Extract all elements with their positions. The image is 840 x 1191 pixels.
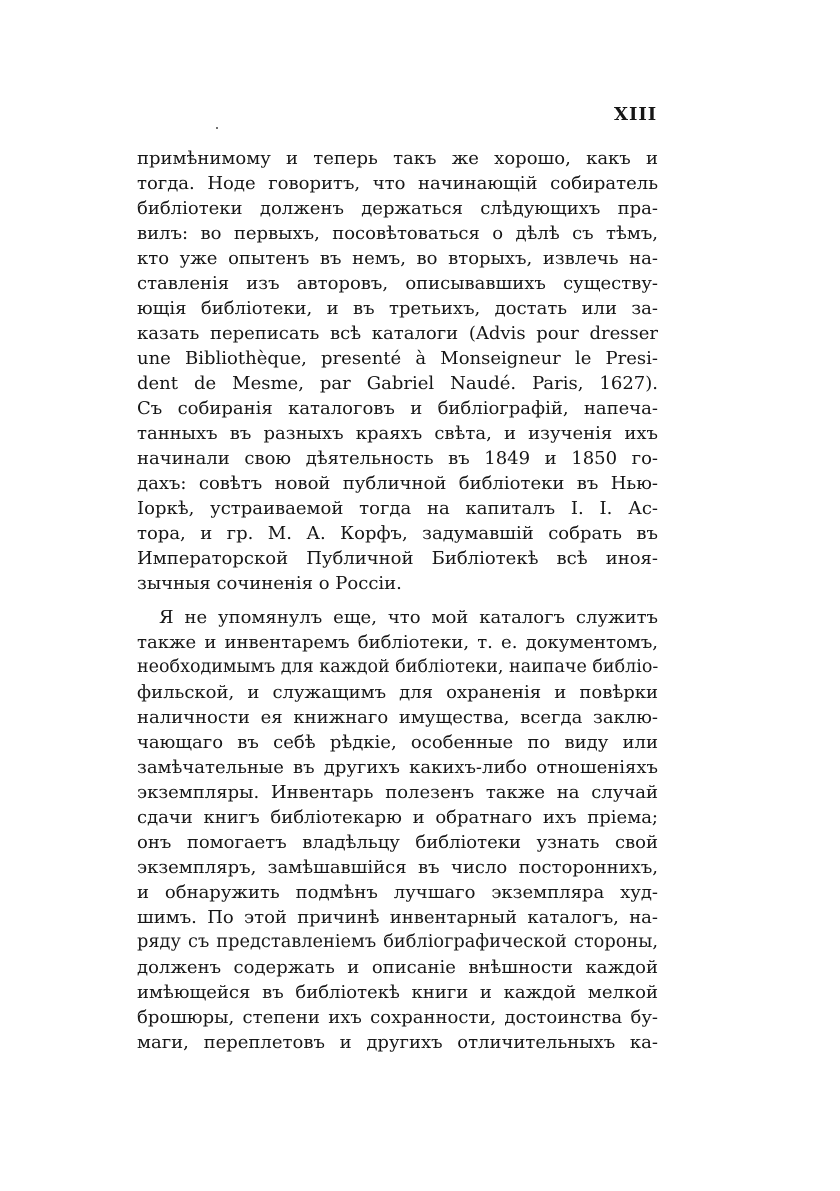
text-line: долженъ содержать и описаніе внѣшности каждой	[137, 957, 658, 978]
text-line: Императорской Публичной Библіотекѣ всѣ иноя-	[137, 548, 658, 569]
text-line: тогда. Ноде говоритъ, что начинающій собиратель	[137, 173, 658, 194]
text-line: экземпляръ, замѣшавшійся въ число постороннихъ,	[137, 857, 658, 878]
text-line: вилъ: во первыхъ, посовѣтоваться о дѣлѣ съ тѣмъ,	[137, 223, 658, 244]
page-number: XIII	[614, 104, 658, 125]
text-line: Я не упомянулъ еще, что мой каталогъ служитъ	[159, 607, 658, 628]
text-line: тора, и гр. М. А. Корфъ, задумавшій собрать въ	[137, 523, 658, 544]
text-line: дахъ: совѣтъ новой публичной библіотеки въ Нью-	[137, 473, 658, 494]
text-line: замѣчательные въ другихъ какихъ-либо отношеніяхъ	[137, 757, 658, 778]
text-line: зычныя сочиненія о Россіи.	[137, 573, 402, 594]
text-line: имѣющейся въ библіотекѣ книги и каждой мелкой	[137, 982, 658, 1003]
text-line: брошюры, степени ихъ сохранности, достоинства бу-	[137, 1007, 658, 1028]
text-line: также и инвентаремъ библіотеки, т. е. документомъ,	[137, 632, 658, 653]
text-line: кто уже опытенъ въ немъ, во вторыхъ, извлечь на-	[137, 248, 658, 269]
paragraph	[137, 146, 658, 596]
text-line: чающаго въ себѣ рѣдкіе, особенные по виду или	[137, 732, 658, 753]
text-line: фильской, и служащимъ для охраненія и повѣрки	[137, 682, 658, 703]
text-line: экземпляры. Инвентарь полезенъ также на случай	[137, 782, 658, 803]
text-line: ставленія изъ авторовъ, описывавшихъ существу-	[137, 273, 658, 294]
text-line: шимъ. По этой причинѣ инвентарный каталогъ, на-	[137, 907, 658, 928]
text-line: танныхъ въ разныхъ краяхъ свѣта, и изученія ихъ	[137, 423, 658, 444]
paragraph	[137, 605, 658, 1055]
text-line: Іоркѣ, устраиваемой тогда на капиталъ І. І. Ас-	[137, 498, 658, 519]
text-line: казать переписать всѣ каталоги (Advis pour dresser	[137, 323, 658, 344]
text-line: онъ помогаетъ владѣльцу библіотеки узнать свой	[137, 832, 658, 853]
text-line: библіотеки долженъ держаться слѣдующихъ пра-	[137, 198, 658, 219]
text-line: маги, переплетовъ и другихъ отличительныхъ ка-	[137, 1032, 658, 1053]
text-line: dent de Mesme, par Gabriel Naudé. Paris, 1627).	[137, 373, 658, 394]
text-line: Съ собиранія каталоговъ и библіографій, напеча-	[137, 398, 658, 419]
text-line: une Bibliothèque, presenté à Monseigneur le Presi-	[137, 348, 658, 369]
text-line: и обнаружить подмѣнъ лучшаго экземпляра худ-	[137, 882, 658, 903]
text-line: начинали свою дѣятельность въ 1849 и 1850 го-	[137, 448, 658, 469]
text-line: ющія библіотеки, и въ третьихъ, достать или за-	[137, 298, 658, 319]
text-line: наличности ея книжнаго имущества, всегда заклю-	[137, 707, 658, 728]
text-line: сдачи книгъ библіотекарю и обратнаго ихъ пріема;	[137, 807, 658, 828]
text-line: примѣнимому и теперь такъ же хорошо, какъ и	[137, 148, 658, 169]
text-line: ряду съ представленіемъ библіографической стороны,	[137, 932, 658, 952]
print-speck	[216, 127, 218, 129]
body-text	[137, 146, 658, 1055]
text-line: необходимымъ для каждой библіотеки, наипаче библіо-	[137, 657, 658, 677]
paragraph-gap	[137, 596, 658, 605]
